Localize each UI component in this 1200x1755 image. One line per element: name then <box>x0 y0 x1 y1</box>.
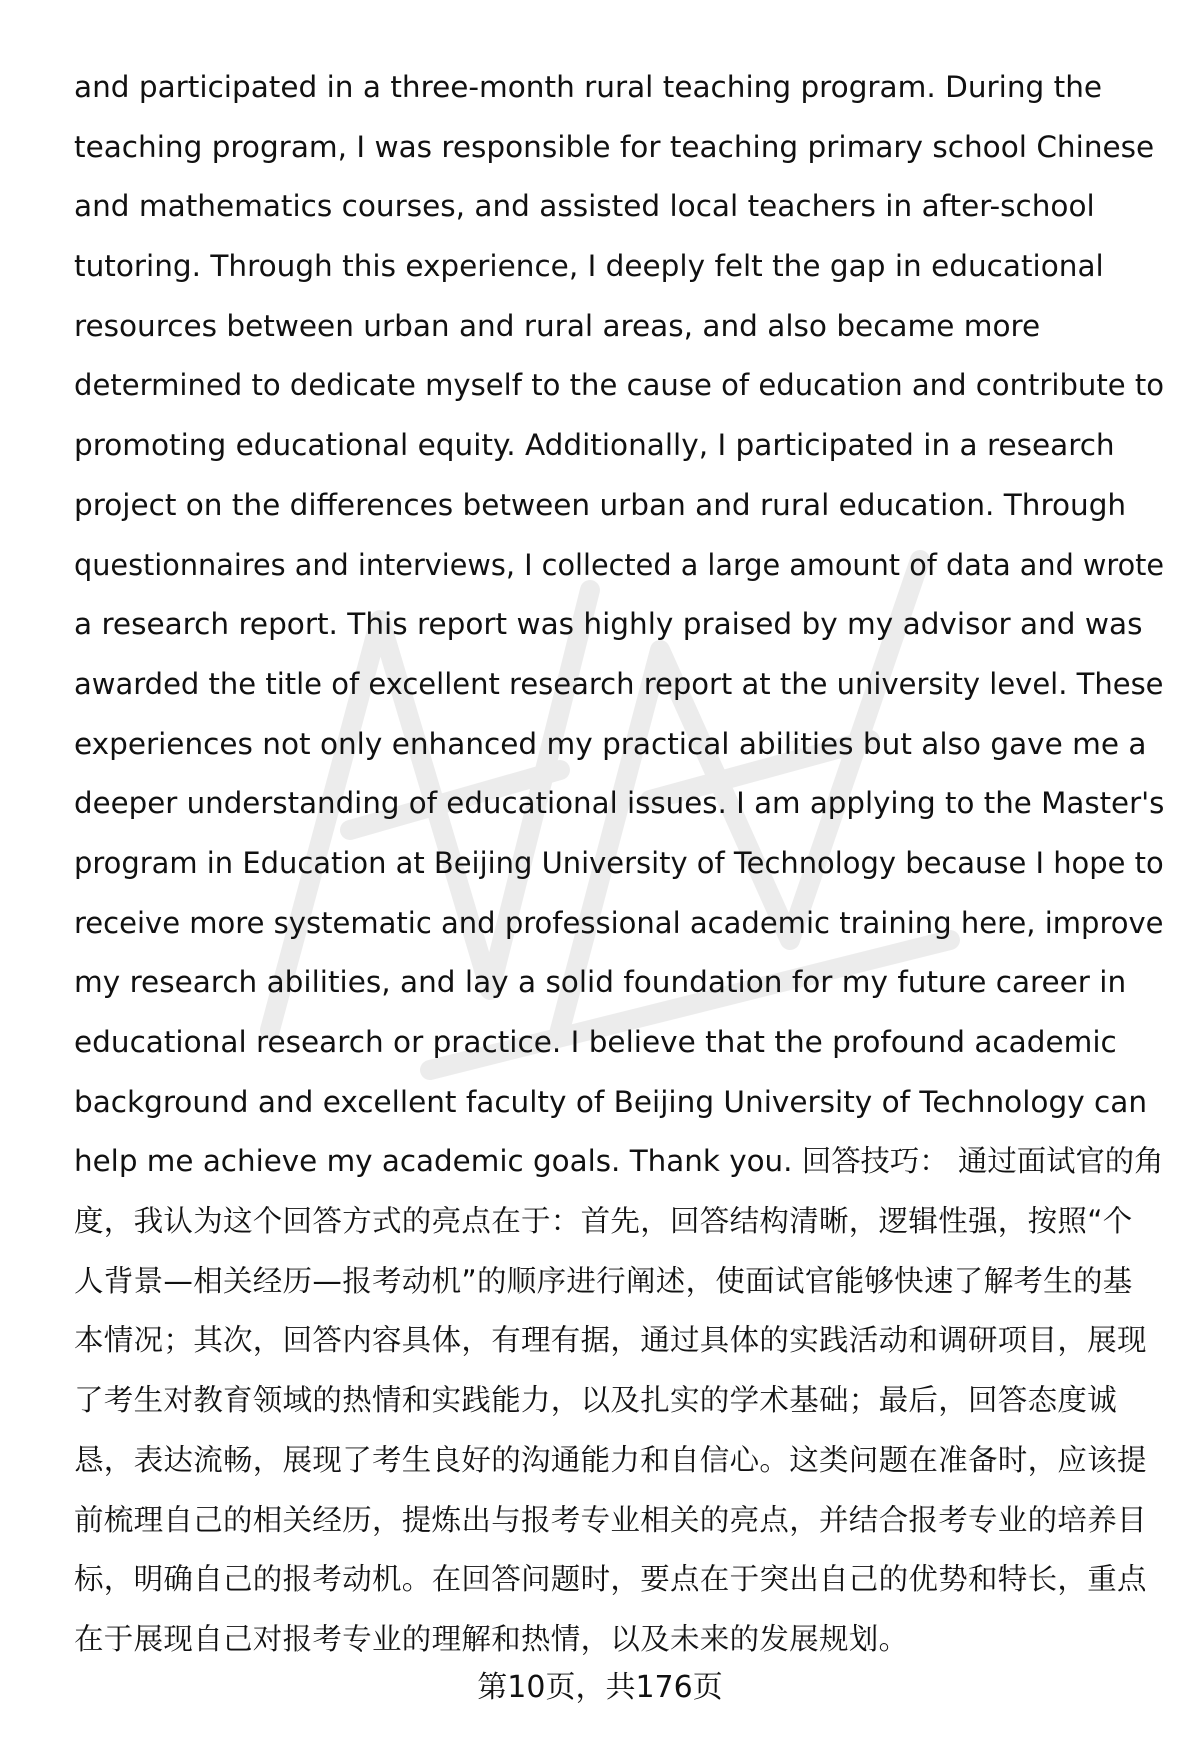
text-line: determined to dedicate myself to the cause of education and contribute to <box>74 368 1165 403</box>
text-line: promoting educational equity. Additionally, I participated in a research <box>74 428 1115 463</box>
text-line: background and excellent faculty of Beijing University of Technology can <box>74 1084 1148 1119</box>
text-line: tutoring. Through this experience, I deeply felt the gap in educational <box>74 249 1104 284</box>
text-line: 前梳理自己的相关经历，提炼出与报考专业相关的亮点，并结合报考专业的培养目 <box>74 1502 1147 1537</box>
body-text <box>74 58 1165 1670</box>
text-line: receive more systematic and professional academic training here, improve <box>74 905 1164 940</box>
text-line: deeper understanding of educational issues. I am applying to the Master's <box>74 786 1165 821</box>
text-line: project on the differences between urban and rural education. Through <box>74 487 1127 522</box>
text-line: and participated in a three-month rural teaching program. During the <box>74 70 1103 104</box>
text-line: questionnaires and interviews, I collected a large amount of data and wrote <box>74 547 1165 582</box>
page-number: 第10页，共176页 <box>477 1670 723 1705</box>
text-line: program in Education at Beijing University of Technology because I hope to <box>74 845 1164 880</box>
text-line: experiences not only enhanced my practical abilities but also gave me a <box>74 726 1147 761</box>
text-line: 标，明确自己的报考动机。在回答问题时，要点在于突出自己的优势和特长，重点 <box>74 1562 1147 1597</box>
text-line: my research abilities, and lay a solid foundation for my future career in <box>74 965 1127 1000</box>
text-line: 人背景—相关经历—报考动机”的顺序进行阐述，使面试官能够快速了解考生的基 <box>74 1263 1133 1298</box>
text-line: educational research or practice. I believe that the profound academic <box>74 1025 1117 1059</box>
text-line: awarded the title of excellent research report at the university level. These <box>74 666 1164 701</box>
text-line: a research report. This report was highly praised by my advisor and was <box>74 607 1143 642</box>
text-line: 本情况；其次，回答内容具体，有理有据，通过具体的实践活动和调研项目，展现 <box>74 1323 1147 1358</box>
text-line: 在于展现自己对报考专业的理解和热情，以及未来的发展规划。 <box>74 1621 909 1656</box>
text-line: teaching program, I was responsible for teaching primary school Chinese <box>74 129 1155 164</box>
text-line: resources between urban and rural areas, and also became more <box>74 308 1041 343</box>
text-line: and mathematics courses, and assisted local teachers in after-school <box>74 189 1095 224</box>
text-line: 了考生对教育领域的热情和实践能力，以及扎实的学术基础；最后，回答态度诚 <box>74 1383 1118 1418</box>
text-line: 度，我认为这个回答方式的亮点在于：首先，回答结构清晰，逻辑性强，按照“个 <box>74 1204 1133 1239</box>
text-line: help me achieve my academic goals. Thank you. 回答技巧： 通过面试官的角 <box>74 1144 1164 1179</box>
text-line: 恳，表达流畅，展现了考生良好的沟通能力和自信心。这类问题在准备时，应该提 <box>74 1442 1147 1477</box>
